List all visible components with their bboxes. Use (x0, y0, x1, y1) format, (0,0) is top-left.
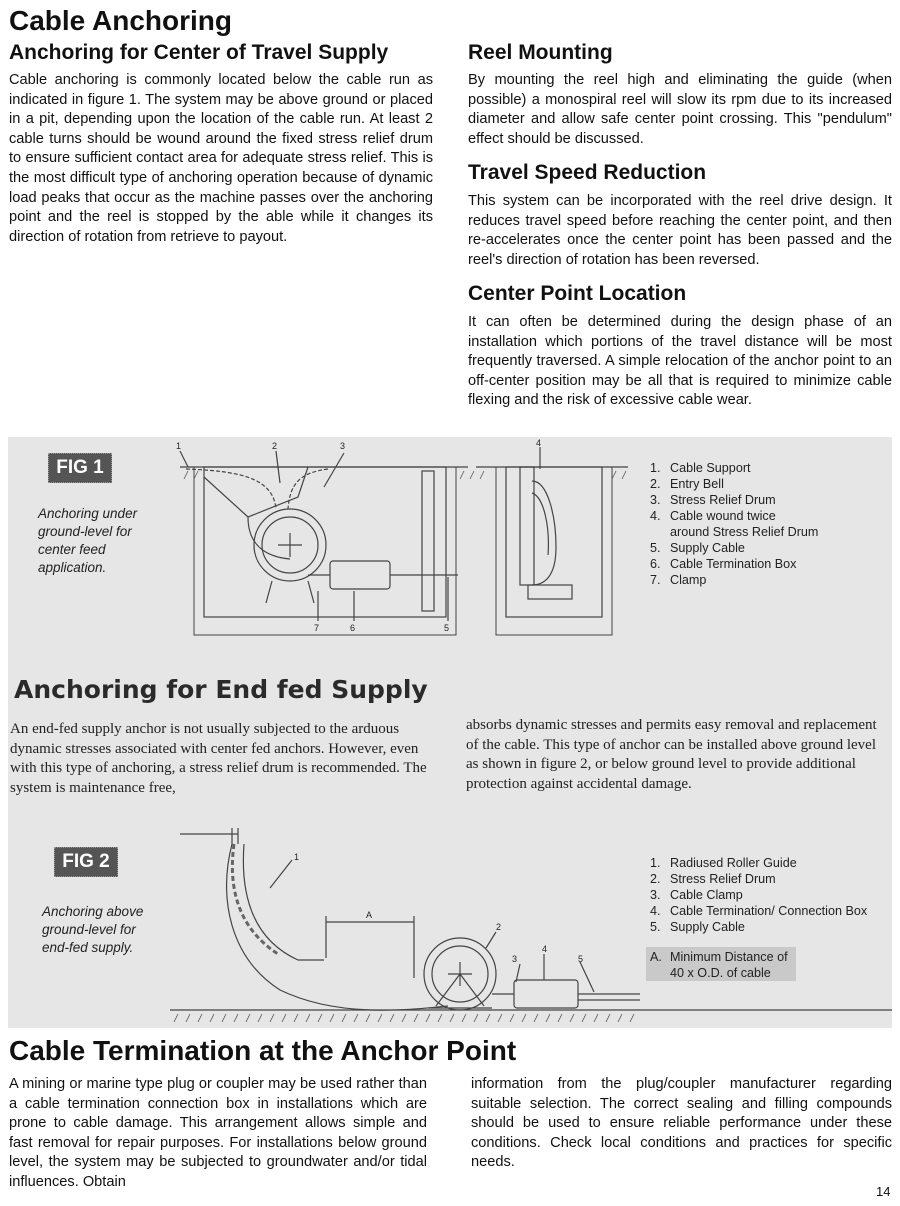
center-travel-body: Cable anchoring is commonly located below the cable run as indicated in figure 1. The system may be above ground or placed in a pit, depending upon the location of the cable run. At least 2 cable turns should be wound around the fixed stress relief drum to ensure sufficient contact area for adequate stress relief. This is the most difficult type of anchoring operation because of dynamic load peaks that occur as the machine passes over the anchoring point and the reel is stopped by the able while it changes its direction of rotation from retrieve to payout. (9, 72, 433, 245)
legend-item: 2. Entry Bell (650, 477, 724, 491)
fig1-callout-7: 7 (314, 623, 320, 633)
termination-body-right: information from the plug/coupler manufacturer regarding suitable selection. The correct sealing and filling compounds should be used to ensure reliable performance under these conditions. Check local conditions and practices for specific needs. (471, 1076, 892, 1171)
legend-item: 2. Stress Relief Drum (650, 872, 776, 886)
legend-item: 3. Stress Relief Drum (650, 493, 776, 507)
legend-item: 5. Supply Cable (650, 920, 745, 934)
page-number: 14 (876, 1184, 891, 1199)
fig1-callout-2: 2 (272, 441, 278, 451)
page-title: Cable Anchoring (9, 5, 232, 36)
end-fed-heading: Anchoring for End fed Supply (14, 675, 428, 704)
legend-item: 7. Clamp (650, 573, 707, 587)
fig1-badge: FIG 1 (48, 453, 112, 483)
termination-heading: Cable Termination at the Anchor Point (9, 1035, 517, 1066)
fig2-badge: FIG 2 (54, 847, 118, 877)
travel-speed-body: This system can be incorporated with the reel drive design. It reduces travel speed before reaching the center point, and then re-accelerates once the center point has been passed and the reel's direction of rotation has been reversed. (468, 193, 892, 268)
end-fed-body-left: An end-fed supply anchor is not usually subjected to the arduous dynamic stresses associated with center fed anchors. However, even with this type of anchoring, a stress relief drum is recommended. The system is maintenance free, (10, 721, 427, 796)
legend-item: 5. Supply Cable (650, 541, 745, 555)
fig1-callout-3: 3 (340, 441, 346, 451)
travel-speed-heading: Travel Speed Reduction (468, 161, 707, 184)
legend-item: 1. Cable Support (650, 461, 751, 475)
figure-panel (8, 437, 892, 1028)
fig2-callout-5: 5 (578, 954, 584, 964)
fig1-callout-5: 5 (444, 623, 450, 633)
fig2-callout-1: 1 (294, 852, 300, 862)
fig2-callout-2: 2 (496, 922, 502, 932)
end-fed-body-right: absorbs dynamic stresses and permits easy removal and replacement of the cable. This type of anchor can be installed above ground level as shown in figure 2, or below ground level to provide additional protection against accidental damage. (466, 717, 877, 792)
fig1-callout-6: 6 (350, 623, 356, 633)
fig2-callout-3: 3 (512, 954, 518, 964)
legend-item: 3. Cable Clamp (650, 888, 743, 902)
termination-body-left: A mining or marine type plug or coupler may be used rather than a cable termination connection box in installations which are prone to cable damage. This arrangement allows simple and fast removal for repair purposes. For installations below ground level, the system may be subjected to groundwater and/or tidal influences. Obtain (9, 1076, 427, 1190)
legend-item: around Stress Relief Drum (670, 525, 819, 539)
min-distance-note: A. Minimum Distance of 40 x O.D. of cable (650, 950, 788, 980)
fig1-callout-4: 4 (536, 438, 542, 448)
fig2-legend (650, 855, 867, 935)
legend-item: 4. Cable Termination/ Connection Box (650, 904, 868, 918)
fig1-caption: Anchoring under ground-level for center feed application. (38, 506, 138, 575)
fig2-caption: Anchoring above ground-level for end-fed supply. (42, 904, 144, 955)
fig2-callout-4: 4 (542, 944, 548, 954)
center-point-heading: Center Point Location (468, 282, 687, 305)
center-travel-heading: Anchoring for Center of Travel Supply (9, 41, 389, 64)
legend-item: 6. Cable Termination Box (650, 557, 797, 571)
legend-item: 4. Cable wound twice (650, 509, 776, 523)
reel-mounting-body: By mounting the reel high and eliminating the guide (when possible) a monospiral reel will slow its rpm due to its increased diameter and allow safe center point crossing. This "pendulum" effect should be discussed. (468, 72, 892, 147)
fig1-legend (650, 460, 818, 588)
legend-item: 1. Radiused Roller Guide (650, 856, 797, 870)
center-point-body: It can often be determined during the design phase of an installation which portions of the travel distance will be most frequently traversed. A simple relocation of the anchor point to an off-center position may be all that is required to minimize cable flexing and the risk of excessive cable wear. (468, 314, 892, 409)
fig1-callout-1: 1 (176, 441, 182, 451)
reel-mounting-heading: Reel Mounting (468, 41, 613, 64)
fig2-callout-a: A (366, 910, 373, 920)
